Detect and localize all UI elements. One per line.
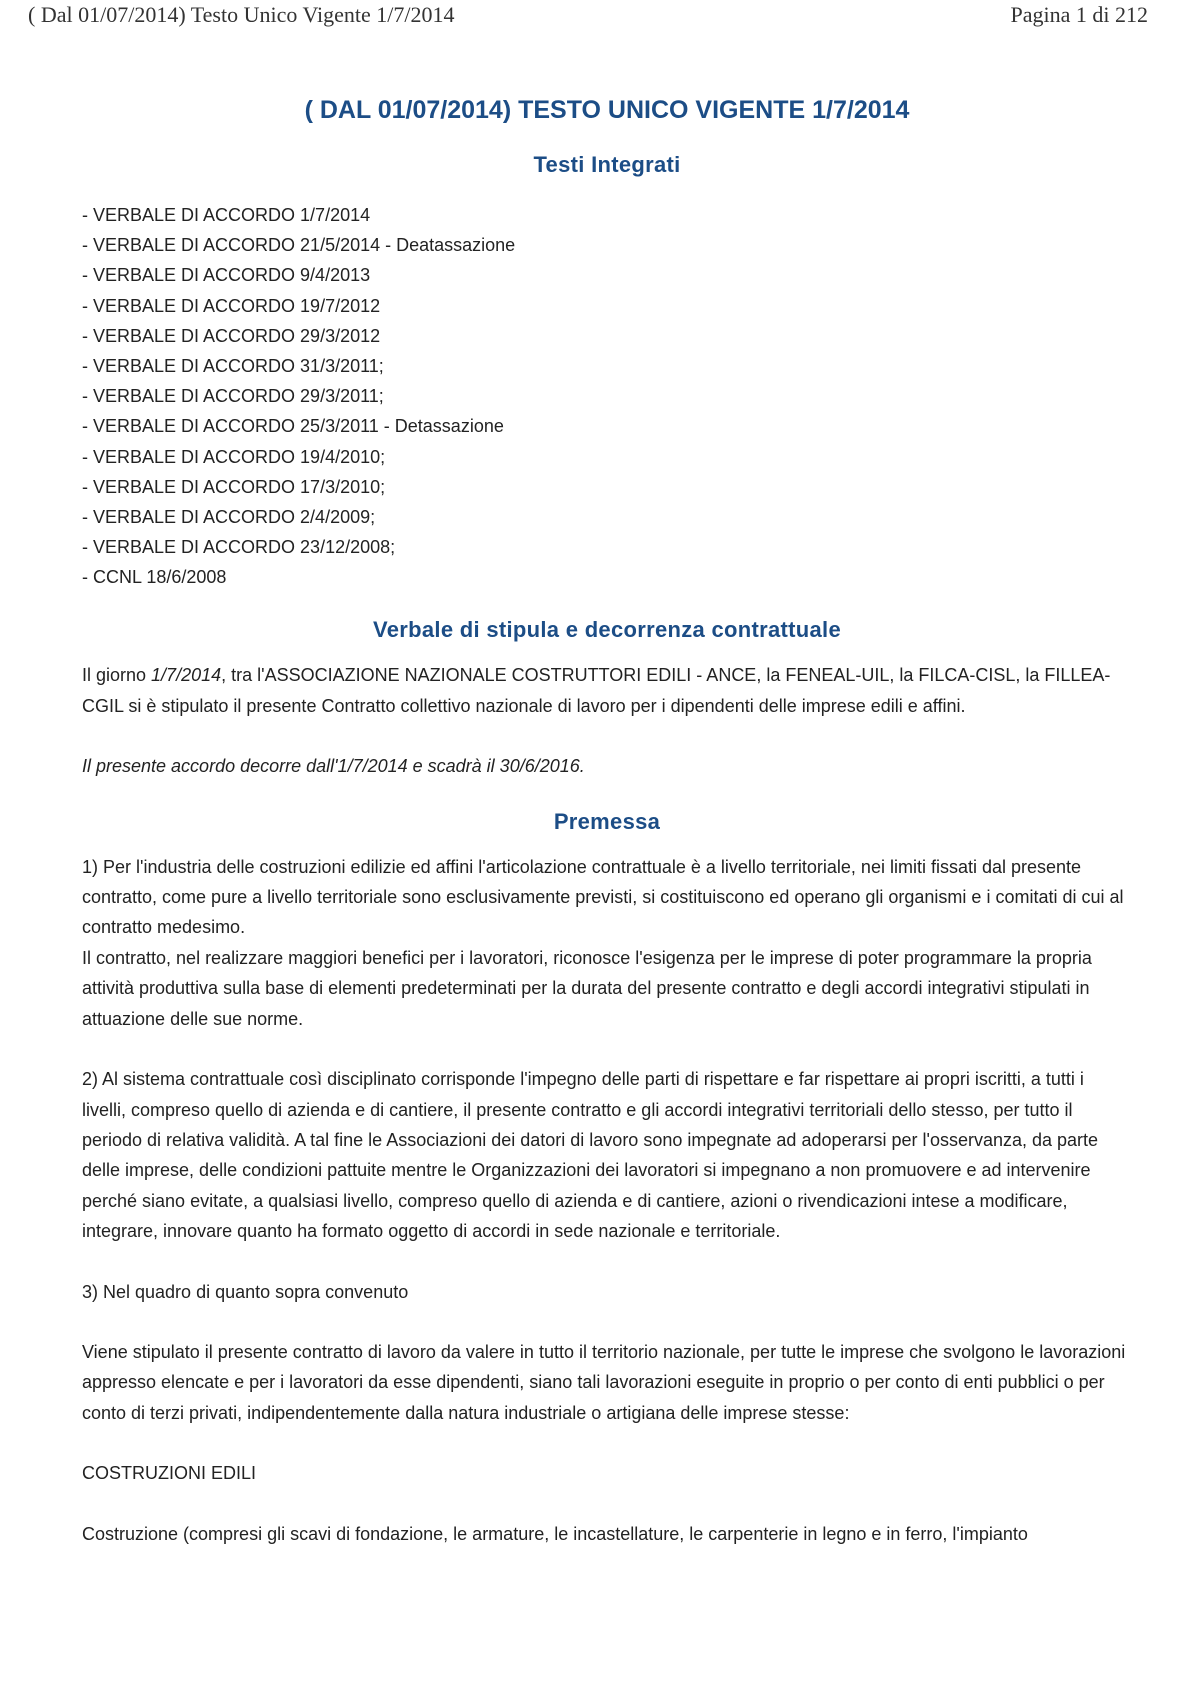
document-body (82, 92, 1132, 1549)
document-list-item: - VERBALE DI ACCORDO 9/4/2013 (82, 265, 371, 286)
stipula-prefix: Il giorno (82, 665, 152, 686)
decorrenza-text: Il presente accordo decorre dall'1/7/2014 e scadrà il 30/6/2016. (82, 756, 585, 777)
paragraph-1: 1) Per l'industria delle costruzioni edilizie ed affini l'articolazione contrattuale è a livello territoriale, nei limiti fissati dal presente contratto, come pure a livello territoriale sono esclusivamente previsti, si costituiscono ed operano gli organismi e i comitati di cui al contratto medesimo. (82, 856, 1124, 938)
document-list-item: - VERBALE DI ACCORDO 19/4/2010; (82, 446, 386, 467)
document-list-item: - VERBALE DI ACCORDO 29/3/2011; (82, 386, 384, 407)
header-document-title: ( Dal 01/07/2014) Testo Unico Vigente 1/7/2014 (28, 2, 455, 27)
section-heading-verbale: Verbale di stipula e decorrenza contrattuale (372, 617, 841, 643)
integrated-documents-list (82, 200, 1132, 592)
paragraph-4: Viene stipulato il presente contratto di lavoro da valere in tutto il territorio nazionale, per tutte le imprese che svolgono le lavorazioni appresso elencate e per i lavoratori da esse dipendenti, siano tali lavorazioni eseguite in proprio o per conto di enti pubblici o per conto di terzi privati, indipendentemente dalla natura industriale o artigiana delle imprese stesse: (82, 1341, 1126, 1423)
paragraph-costruzioni-edili: COSTRUZIONI EDILI (82, 1463, 257, 1484)
section-heading-premessa: Premessa (553, 808, 661, 834)
stipula-paragraph (82, 660, 1132, 721)
running-header (0, 0, 1200, 34)
stipula-text: , tra l'ASSOCIAZIONE NAZIONALE COSTRUTTORI EDILI - ANCE, la FENEAL-UIL, la FILCA-CISL, la FILLEA-CGIL si è stipulato il presente Contratto collettivo nazionale di lavoro per i dipendenti delle imprese edili e affini. (82, 665, 1111, 716)
stipula-date: 1/7/2014 (151, 665, 222, 686)
paragraph-3: 3) Nel quadro di quanto sopra convenuto (82, 1281, 409, 1302)
document-list-item: - VERBALE DI ACCORDO 29/3/2012 (82, 325, 381, 346)
paragraph-1-continued: Il contratto, nel realizzare maggiori benefici per i lavoratori, riconosce l'esigenza per le imprese di poter programmare la propria attività produttiva sulla base di elementi predeterminati per la durata del presente contratto e degli accordi integrativi stipulati in attuazione delle sue norme. (82, 947, 1092, 1029)
document-list-item: - CCNL 18/6/2008 (82, 567, 227, 588)
document-list-item: - VERBALE DI ACCORDO 25/3/2011 - Detassazione (82, 416, 504, 437)
paragraph-2: 2) Al sistema contrattuale così disciplinato corrisponde l'impegno delle parti di rispettare e far rispettare ai propri iscritti, a tutti i livelli, compreso quello di azienda e di cantiere, il presente contratto e gli accordi integrativi territoriali dello stesso, per tutto il periodo di relativa validità. A tal fine le Associazioni dei datori di lavoro sono impegnate ad adoperarsi per l'osservanza, da parte delle imprese, delle condizioni pattuite mentre le Organizzazioni dei lavoratori si impegnano a non promuovere e ad intervenire perché siano evitate, a qualsiasi livello, compreso quello di azienda e di cantiere, azioni o rivendicazioni intese a modificare, integrare, innovare quanto ha formato oggetto di accordi in sede nazionale e territoriale. (82, 1069, 1099, 1242)
document-list-item: - VERBALE DI ACCORDO 21/5/2014 - Deatassazione (82, 235, 516, 256)
paragraph-costruzione: Costruzione (compresi gli scavi di fondazione, le armature, le incastellature, le carpenterie in legno e in ferro, l'impianto (82, 1523, 1028, 1544)
document-list-item: - VERBALE DI ACCORDO 31/3/2011; (82, 355, 384, 376)
document-list-item: - VERBALE DI ACCORDO 19/7/2012 (82, 295, 381, 316)
document-title: ( DAL 01/07/2014) TESTO UNICO VIGENTE 1/7/2014 (304, 96, 910, 124)
document-list-item: - VERBALE DI ACCORDO 1/7/2014 (82, 205, 371, 225)
document-list-item: - VERBALE DI ACCORDO 17/3/2010; (82, 476, 386, 497)
section-heading-testi-integrati: Testi Integrati (533, 152, 681, 177)
decorrenza-paragraph (82, 751, 1132, 781)
document-list-item: - VERBALE DI ACCORDO 2/4/2009; (82, 506, 376, 527)
document-list-item: - VERBALE DI ACCORDO 23/12/2008; (82, 537, 396, 558)
page-number: Pagina 1 di 212 (1010, 2, 1148, 27)
